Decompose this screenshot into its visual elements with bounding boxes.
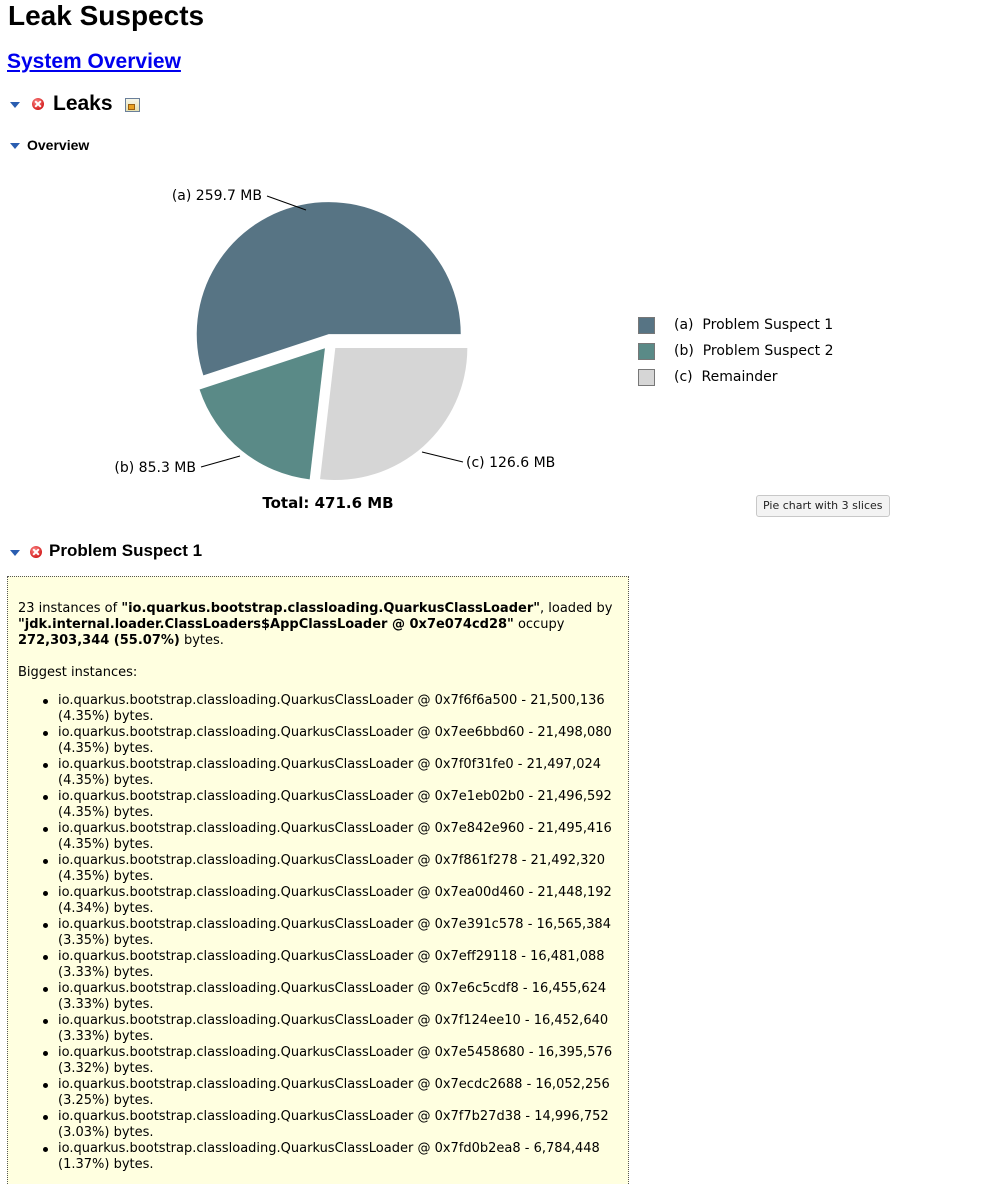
- instance-line-2: (4.34%) bytes.: [58, 901, 154, 916]
- instance-line-2: (4.35%) bytes.: [58, 709, 154, 724]
- instance-line-2: (3.35%) bytes.: [58, 933, 154, 948]
- loader-name: "jdk.internal.loader.ClassLoaders$AppClassLoader @ 0x7e074cd28": [18, 617, 514, 632]
- instance-line-2: (3.25%) bytes.: [58, 1093, 154, 1108]
- list-item[interactable]: [58, 1013, 626, 1045]
- instance-line-1: io.quarkus.bootstrap.classloading.QuarkusClassLoader @ 0x7e391c578 - 16,565,384: [58, 917, 611, 932]
- system-overview-link[interactable]: System Overview: [7, 50, 181, 73]
- pie-slice-label-c: (c) 126.6 MB: [466, 455, 556, 471]
- instance-line-2: (3.33%) bytes.: [58, 965, 154, 980]
- list-item[interactable]: [58, 789, 626, 821]
- occupy-text: occupy: [513, 617, 565, 632]
- legend-key-a: (a): [674, 317, 694, 333]
- instance-line-1: io.quarkus.bootstrap.classloading.QuarkusClassLoader @ 0x7ea00d460 - 21,448,192: [58, 885, 612, 900]
- biggest-instances-label: Biggest instances:: [18, 665, 138, 680]
- instance-line-2: (3.33%) bytes.: [58, 1029, 154, 1044]
- list-item[interactable]: [58, 1141, 626, 1173]
- list-item[interactable]: [58, 821, 626, 853]
- biggest-instances-list: [58, 693, 626, 1173]
- list-item[interactable]: [58, 1109, 626, 1141]
- leak-pie-chart[interactable]: [0, 160, 600, 520]
- pie-slice-c[interactable]: [320, 348, 467, 480]
- instance-line-2: (4.35%) bytes.: [58, 773, 154, 788]
- legend-text-c: Remainder: [701, 369, 778, 385]
- instance-line-1: io.quarkus.bootstrap.classloading.QuarkusClassLoader @ 0x7e5458680 - 16,395,576: [58, 1045, 613, 1060]
- loaded-by-text: , loaded by: [540, 601, 613, 616]
- pie-leader-line-a: [267, 196, 306, 210]
- legend-text-b: Problem Suspect 2: [702, 343, 834, 359]
- error-icon: [32, 98, 44, 110]
- legend-key-b: (b): [674, 343, 694, 359]
- instance-line-2: (3.32%) bytes.: [58, 1061, 154, 1076]
- list-item[interactable]: [58, 917, 626, 949]
- list-item[interactable]: [58, 885, 626, 917]
- instance-line-1: io.quarkus.bootstrap.classloading.QuarkusClassLoader @ 0x7f861f278 - 21,492,320: [58, 853, 605, 868]
- occupied-bytes: 272,303,344 (55.07%): [18, 633, 180, 648]
- legend-key-c: (c): [674, 369, 693, 385]
- instance-line-2: (3.33%) bytes.: [58, 997, 154, 1012]
- chart-tooltip: Pie chart with 3 slices: [756, 495, 890, 517]
- list-item[interactable]: [58, 949, 626, 981]
- instance-line-1: io.quarkus.bootstrap.classloading.QuarkusClassLoader @ 0x7f6f6a500 - 21,500,136: [58, 693, 605, 708]
- pie-slice-label-b: (b) 85.3 MB: [114, 460, 196, 476]
- instance-line-2: (4.35%) bytes.: [58, 837, 154, 852]
- instance-line-1: io.quarkus.bootstrap.classloading.QuarkusClassLoader @ 0x7e842e960 - 21,495,416: [58, 821, 612, 836]
- instance-line-1: io.quarkus.bootstrap.classloading.QuarkusClassLoader @ 0x7ee6bbd60 - 21,498,080: [58, 725, 612, 740]
- desc-prefix: 23 instances of: [18, 601, 122, 616]
- list-item[interactable]: [58, 981, 626, 1013]
- collapse-triangle-icon[interactable]: [10, 143, 20, 149]
- instance-line-1: io.quarkus.bootstrap.classloading.QuarkusClassLoader @ 0x7f124ee10 - 16,452,640: [58, 1013, 609, 1028]
- problem-suspect-description: [18, 601, 618, 649]
- page-title: Leak Suspects: [8, 0, 205, 31]
- list-item[interactable]: [58, 853, 626, 885]
- list-item[interactable]: [58, 1045, 626, 1077]
- legend-swatch-a: [638, 317, 655, 334]
- error-icon: [30, 546, 42, 558]
- leaks-title: Leaks: [53, 92, 113, 115]
- overview-title: Overview: [27, 137, 90, 153]
- legend-swatch-c: [638, 369, 655, 386]
- instance-line-1: io.quarkus.bootstrap.classloading.QuarkusClassLoader @ 0x7f7b27d38 - 14,996,752: [58, 1109, 609, 1124]
- bytes-suffix: bytes.: [179, 633, 224, 648]
- pie-leader-line-c: [422, 452, 463, 462]
- pie-slice-label-a: (a) 259.7 MB: [171, 188, 262, 204]
- instance-line-2: (3.03%) bytes.: [58, 1125, 154, 1140]
- list-item[interactable]: [58, 693, 626, 725]
- list-item[interactable]: [58, 1077, 626, 1109]
- instance-line-1: io.quarkus.bootstrap.classloading.QuarkusClassLoader @ 0x7fd0b2ea8 - 6,784,448: [58, 1141, 600, 1156]
- collapse-triangle-icon[interactable]: [10, 550, 20, 556]
- instance-line-1: io.quarkus.bootstrap.classloading.QuarkusClassLoader @ 0x7ecdc2688 - 16,052,256: [58, 1077, 610, 1092]
- instance-line-1: io.quarkus.bootstrap.classloading.QuarkusClassLoader @ 0x7f0f31fe0 - 21,497,024: [58, 757, 602, 772]
- details-icon[interactable]: [125, 98, 140, 112]
- list-item[interactable]: [58, 725, 626, 757]
- instance-line-1: io.quarkus.bootstrap.classloading.QuarkusClassLoader @ 0x7eff29118 - 16,481,088: [58, 949, 605, 964]
- instance-line-2: (4.35%) bytes.: [58, 869, 154, 884]
- instance-line-2: (4.35%) bytes.: [58, 805, 154, 820]
- collapse-triangle-icon[interactable]: [10, 102, 20, 108]
- pie-total-label: Total: 471.6 MB: [262, 494, 394, 512]
- suspect-class-name: "io.quarkus.bootstrap.classloading.QuarkusClassLoader": [121, 601, 541, 616]
- list-item[interactable]: [58, 757, 626, 789]
- instance-line-2: (4.35%) bytes.: [58, 741, 154, 756]
- instance-line-1: io.quarkus.bootstrap.classloading.QuarkusClassLoader @ 0x7e6c5cdf8 - 16,455,624: [58, 981, 607, 996]
- problem-suspect-1-box: [7, 576, 629, 1184]
- legend-text-a: Problem Suspect 1: [702, 317, 834, 333]
- instance-line-2: (1.37%) bytes.: [58, 1157, 154, 1172]
- legend-swatch-b: [638, 343, 655, 360]
- pie-leader-line-b: [201, 456, 240, 467]
- problem-suspect-1-title: Problem Suspect 1: [49, 541, 203, 560]
- instance-line-1: io.quarkus.bootstrap.classloading.QuarkusClassLoader @ 0x7e1eb02b0 - 21,496,592: [58, 789, 612, 804]
